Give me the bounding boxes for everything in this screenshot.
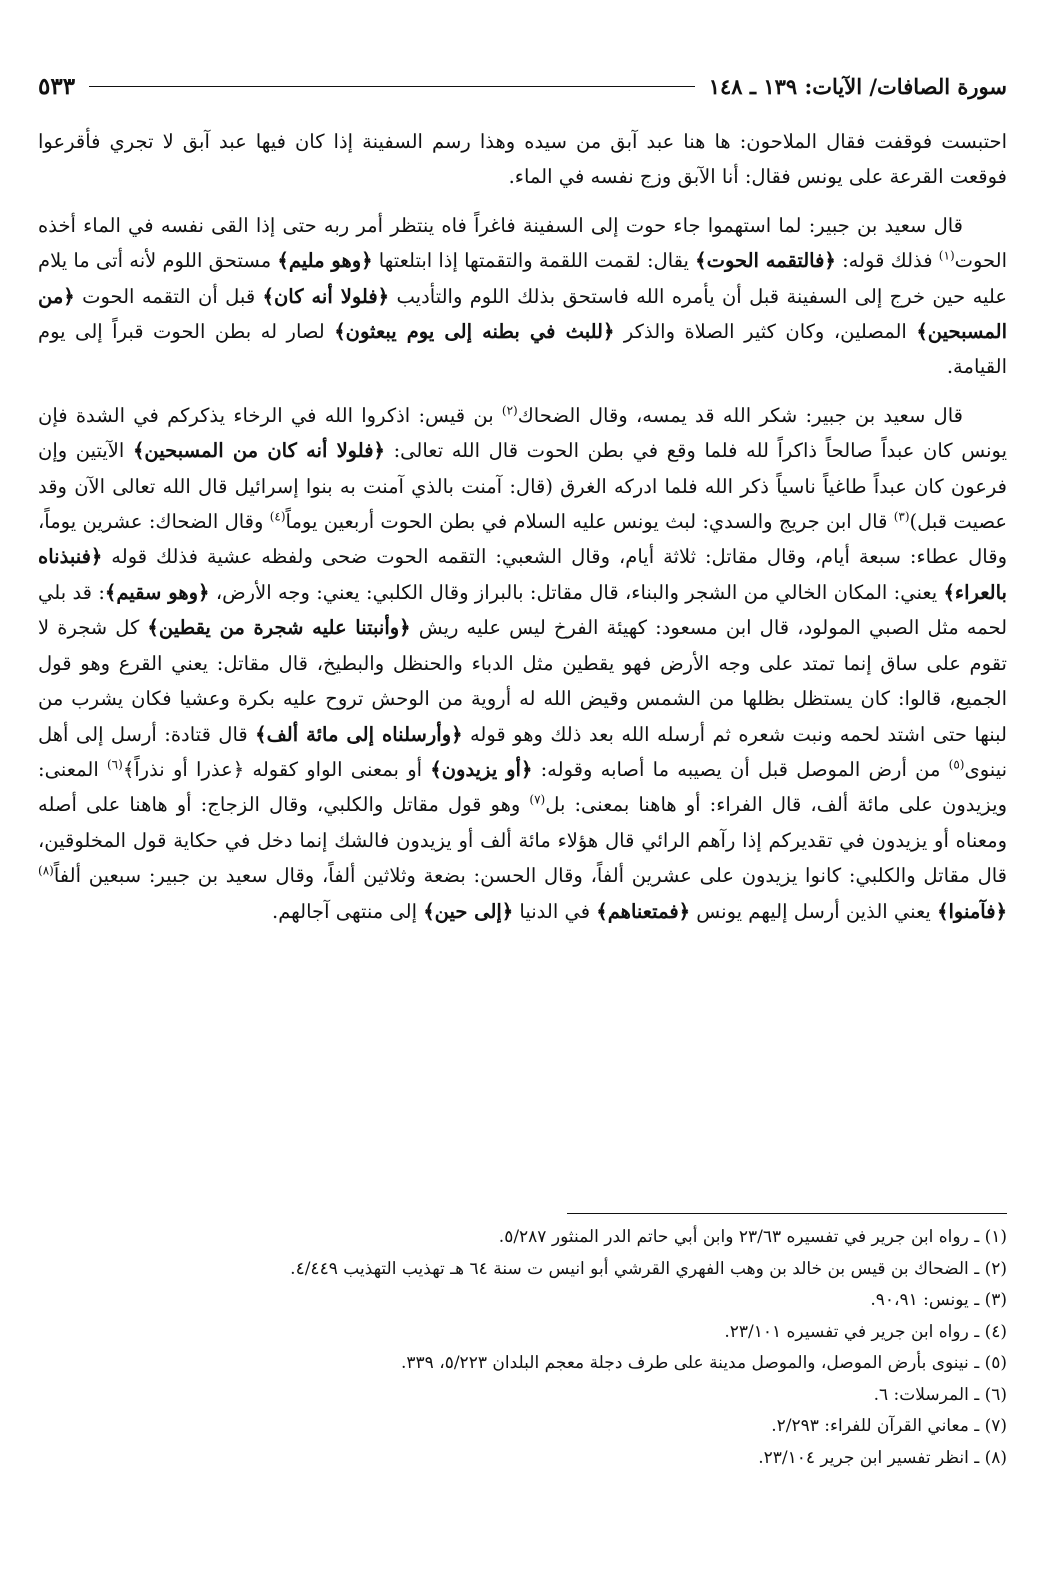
text-run: قال قتادة: أرسل إلى أهل نينوى	[38, 722, 1008, 781]
footnote-item: (١) ـ رواه ابن جرير في تفسيره ٢٣/٦٣ وابن أبي حاتم الدر المنثور ٥/٢٨٧.	[498, 1227, 1007, 1247]
text-run: وقال الضحاك: عشرين يوماً، وقال عطاء: سبعة أيام، وقال مقاتل: ثلاثة أيام، وقال الشعبي: التقمه الحوت ضحى ولفظه عشية فذلك قوله	[38, 510, 1007, 569]
quran-quote: ﴿للبث في بطنه إلى يوم يبعثون﴾	[334, 320, 615, 344]
text-run: في الدنيا	[513, 899, 597, 923]
main-text	[38, 124, 1007, 942]
footnote-marker: (٥)	[948, 757, 965, 772]
paragraph	[38, 124, 1007, 195]
quran-quote: ﴿وأنبتنا عليه شجرة من يقطين﴾	[147, 616, 411, 640]
text-run: قال ابن جريج والسدي: لبث يونس عليه السلام في بطن الحوت أربعين يوماً	[285, 510, 894, 534]
quran-quote: ﴿فآمنوا﴾	[937, 899, 1007, 923]
quran-quote: ﴿فلولا أنه كان﴾	[262, 284, 390, 308]
text-run: كل شجرة لا تقوم على ساق إنما تمتد على وجه الأرض فهو يقطين مثل الدباء والحنظل والبطيخ، قال مقاتل: يعني القرع وهو قول الجميع، قالوا: كان يستظل بظلها من الشمس وقيض الله له أروية من الوحش تروح عليه بكرة وعشيا فكان يشرب من لبنها حتى اشتد لحمه ونبت شعره ثم أرسله الله بعد ذلك وهو قوله	[38, 616, 1007, 746]
quran-quote: ﴿وهو سقيم﴾	[104, 580, 210, 604]
text-run: : قد بلي لحمه مثل الصبي المولود، قال ابن مسعود: كهيئة الفرخ ليس عليه ريش	[38, 580, 1008, 640]
quran-quote: ﴿وهو مليم﴾	[277, 249, 373, 273]
text-run: أو بمعنى الواو كقوله ﴿عذرا أو نذراً﴾	[122, 757, 431, 781]
footnote-marker: (٢)	[501, 403, 518, 418]
text-run: إلى منتهى آجالهم.	[272, 899, 424, 923]
quran-quote: ﴿فمتعناهم﴾	[596, 899, 691, 923]
text-run: احتبست فوقفت فقال الملاحون: ها هنا عبد آبق من سيده وهذا رسم السفينة إذا كان فيها عبد آبق لا تجري فأقرعوا فوقعت القرعة على يونس فقال: أنا الآبق وزج نفسه في الماء.	[38, 130, 1007, 189]
quran-quote: ﴿أو يزيدون﴾	[430, 757, 533, 781]
quran-quote: ﴿وأرسلناه إلى مائة ألف﴾	[255, 722, 463, 746]
footnote-item: (٥) ـ نينوى بأرض الموصل، والموصل مدينة على طرف دجلة معجم البلدان ٥/٢٢٣، ٣٣٩.	[401, 1353, 1007, 1373]
footnote-item: (٨) ـ انظر تفسير ابن جرير ٢٣/١٠٤.	[758, 1447, 1007, 1468]
text-run: مستحق اللوم لأنه أتى ما يلام عليه حين خرج إلى السفينة قبل أن يأمره الله فاستحق بذلك اللوم والتأديب	[38, 249, 1008, 308]
text-run: قال سعيد بن جبير: شكر الله قد يمسه، وقال الضحاك	[517, 403, 963, 427]
footnote-marker: (٤)	[269, 509, 286, 524]
text-run: قال سعيد بن جبير: لما استهموا جاء حوت إلى السفينة فاغراً فاه ينتظر أمر ربه حتى إذا القى نفسه في الماء أخذه الحوت	[38, 213, 1008, 273]
quran-quote: ﴿إلى حين﴾	[423, 899, 514, 923]
paragraph	[38, 398, 1007, 929]
footnote-marker: (٨)	[38, 863, 54, 878]
text-run: فذلك قوله:	[835, 249, 939, 273]
footnote-marker: (٧)	[529, 792, 546, 807]
text-run: وهو قول مقاتل والكلبي، وقال الزجاج: أو هاهنا على أصله ومعناه أو يزيدون في تقديركم إذا رآهم الرائي قال هؤلاء مائة ألف أو يزيدون فالشك إنما دخل في حكاية قول المخلوقين، قال مقاتل والكلبي: كانوا يزيدون على عشرين ألفاً، وقال الحسن: بضعة وثلاثين ألفاً، وقال سعيد بن جبير: سبعين ألفاً	[38, 793, 1007, 888]
text-run: الآيتين وإن فرعون كان عبداً طاغياً ناسياً ذكر الله فلما ادركه الغرق (قال: آمنت بالذي آمنت به بنوا إسرائيل قال الله تعالى الآن وقد عصيت قبل)	[38, 439, 1007, 534]
footnotes	[38, 1222, 1007, 1474]
footnote-item: (٦) ـ المرسلات: ٦.	[873, 1384, 1007, 1405]
text-run: بن قيس: اذكروا الله في الرخاء يذكركم في الشدة فإن يونس كان عبداً صالحاً ذاكراً لله فلما وقع في بطن الحوت قال الله تعالى:	[38, 403, 1007, 463]
text-run: من أرض الموصل قبل أن يصيبه ما أصابه وقوله:	[532, 757, 949, 781]
footnote-marker: (٣)	[893, 509, 910, 524]
footnote-marker: (١)	[938, 248, 955, 263]
text-run: المعنى: ويزيدون على مائة ألف، قال الفراء: أو هاهنا بمعنى: بل	[38, 757, 1008, 817]
page-header	[38, 66, 1007, 106]
text-run: يعني الذين أرسل إليهم يونس	[690, 899, 938, 923]
text-run: المصلين، وكان كثير الصلاة والذكر	[614, 320, 917, 344]
quran-quote: ﴿فنبذناه بالعراء﴾	[38, 545, 1007, 604]
quran-quote: ﴿فلولا أنه كان من المسبحين﴾	[132, 439, 385, 463]
running-title: سورة الصافات/ الآيات: ١٣٩ ـ ١٤٨	[708, 73, 1007, 99]
quran-quote: ﴿فالتقمه الحوت﴾	[695, 249, 836, 273]
header-rule	[89, 86, 695, 87]
text-run: يعني: المكان الخالي من الشجر والبناء، قال مقاتل: بالبراز وقال الكلبي: يعني: وجه الأرض،	[209, 580, 944, 604]
footnote-item: (٢) ـ الضحاك بن قيس بن خالد بن وهب الفهري القرشي أبو انيس ت سنة ٦٤ هـ تهذيب التهذيب ٤/٤٤٩.	[290, 1258, 1007, 1279]
text-run: قبل أن التقمه الحوت	[74, 284, 263, 308]
text-run: يقال: لقمت اللقمة والتقمتها إذا ابتلعتها	[372, 249, 696, 273]
text-run: لصار له بطن الحوت قبراً إلى يوم القيامة.	[38, 320, 1007, 379]
footnote-item: (٣) ـ يونس: ٩٠،٩١.	[870, 1290, 1007, 1310]
footnote-separator	[567, 1213, 1007, 1214]
paragraph	[38, 208, 1007, 385]
quran-quote: ﴿من المسبحين﴾	[38, 284, 1007, 344]
footnote-item: (٤) ـ رواه ابن جرير في تفسيره ٢٣/١٠١.	[724, 1321, 1007, 1342]
page-number: ٥٣٣	[38, 72, 76, 100]
footnote-item: (٧) ـ معاني القرآن للفراء: ٢/٢٩٣.	[771, 1416, 1007, 1436]
footnote-marker: (٦)	[106, 757, 123, 772]
